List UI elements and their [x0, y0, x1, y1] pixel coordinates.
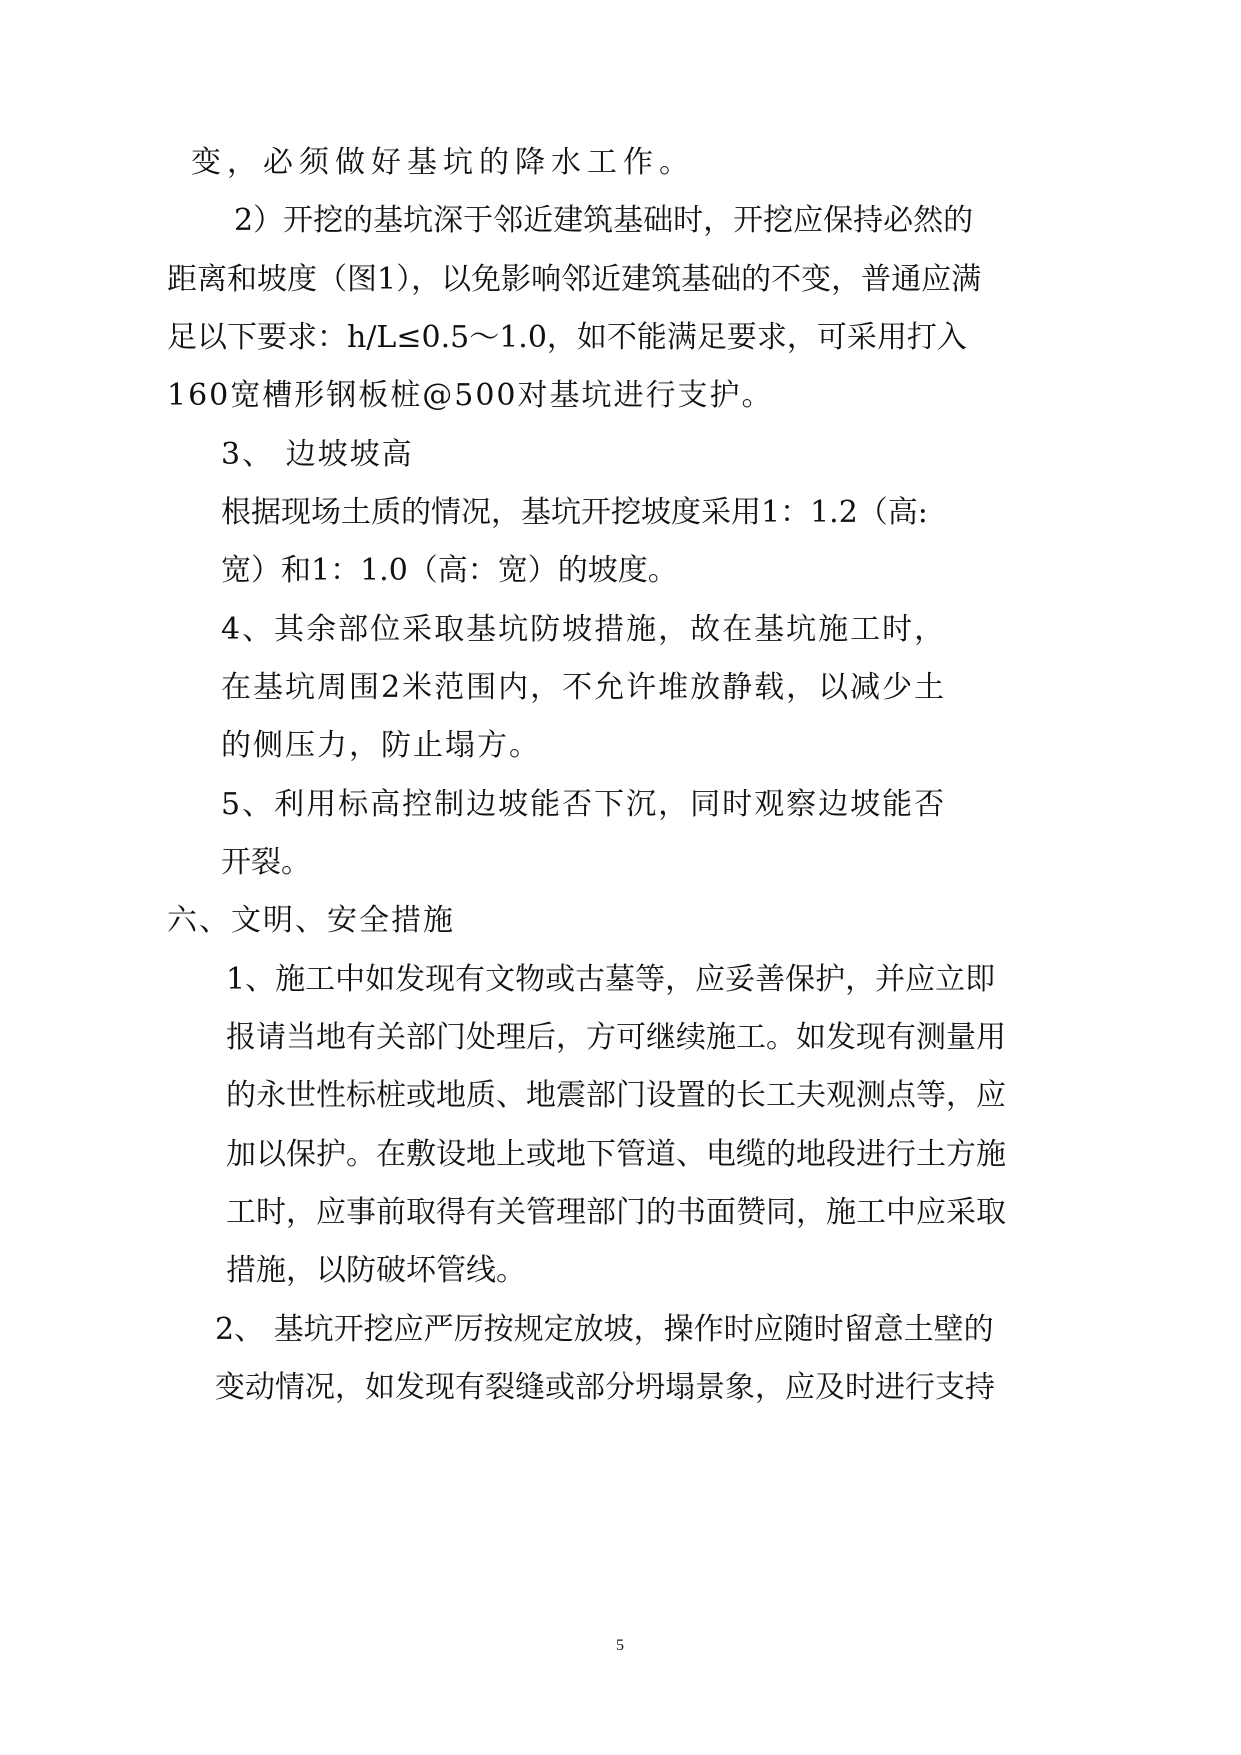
text-line: 5、利用标高控制边坡能否下沉，同时观察边坡能否: [221, 787, 947, 822]
text-line: 4、其余部位采取基坑防坡措施，故在基坑施工时，: [221, 612, 947, 647]
text-line: 根据现场土质的情况，基坑开挖坡度采用1：1.2（高:: [221, 495, 928, 530]
text-line: 的侧压力，防止塌方。: [221, 728, 541, 763]
text-line: 开裂。: [221, 845, 311, 880]
text-line: 2、 基坑开挖应严厉按规定放坡，操作时应随时留意土壁的: [215, 1312, 994, 1347]
section-heading: 六、文明、安全措施: [167, 903, 455, 938]
text-line: 2）开挖的基坑深于邻近建筑基础时，开挖应保持必然的: [234, 203, 974, 238]
text-line: 的永世性标桩或地质、地震部门设置的长工夫观测点等，应: [226, 1078, 1006, 1113]
section-heading: 3、 边坡坡高: [221, 437, 414, 472]
text-line: 工时，应事前取得有关管理部门的书面赞同，施工中应采取: [226, 1195, 1006, 1230]
page-number: 5: [616, 1637, 624, 1654]
text-line: 变，必须做好基坑的降水工作。: [191, 145, 695, 180]
text-line: 1、施工中如发现有文物或古墓等，应妥善保护，并应立即: [226, 962, 996, 997]
text-line: 宽）和1：1.0（高：宽）的坡度。: [221, 553, 678, 588]
text-line: 足以下要求：h/L≤0.5～1.0，如不能满足要求，可采用打入: [167, 320, 967, 355]
text-line: 报请当地有关部门处理后，方可继续施工。如发现有测量用: [226, 1020, 1006, 1055]
text-line: 措施，以防破坏管线。: [226, 1253, 526, 1288]
text-line: 变动情况，如发现有裂缝或部分坍塌景象，应及时进行支持: [215, 1370, 995, 1405]
text-line: 在基坑周围2米范围内，不允许堆放静载，以减少土: [221, 670, 947, 705]
text-line: 160宽槽形钢板桩@500对基坑进行支护。: [167, 378, 774, 413]
text-line: 距离和坡度（图1），以免影响邻近建筑基础的不变，普通应满: [167, 262, 982, 297]
text-line: 加以保护。在敷设地上或地下管道、电缆的地段进行土方施: [226, 1137, 1006, 1172]
